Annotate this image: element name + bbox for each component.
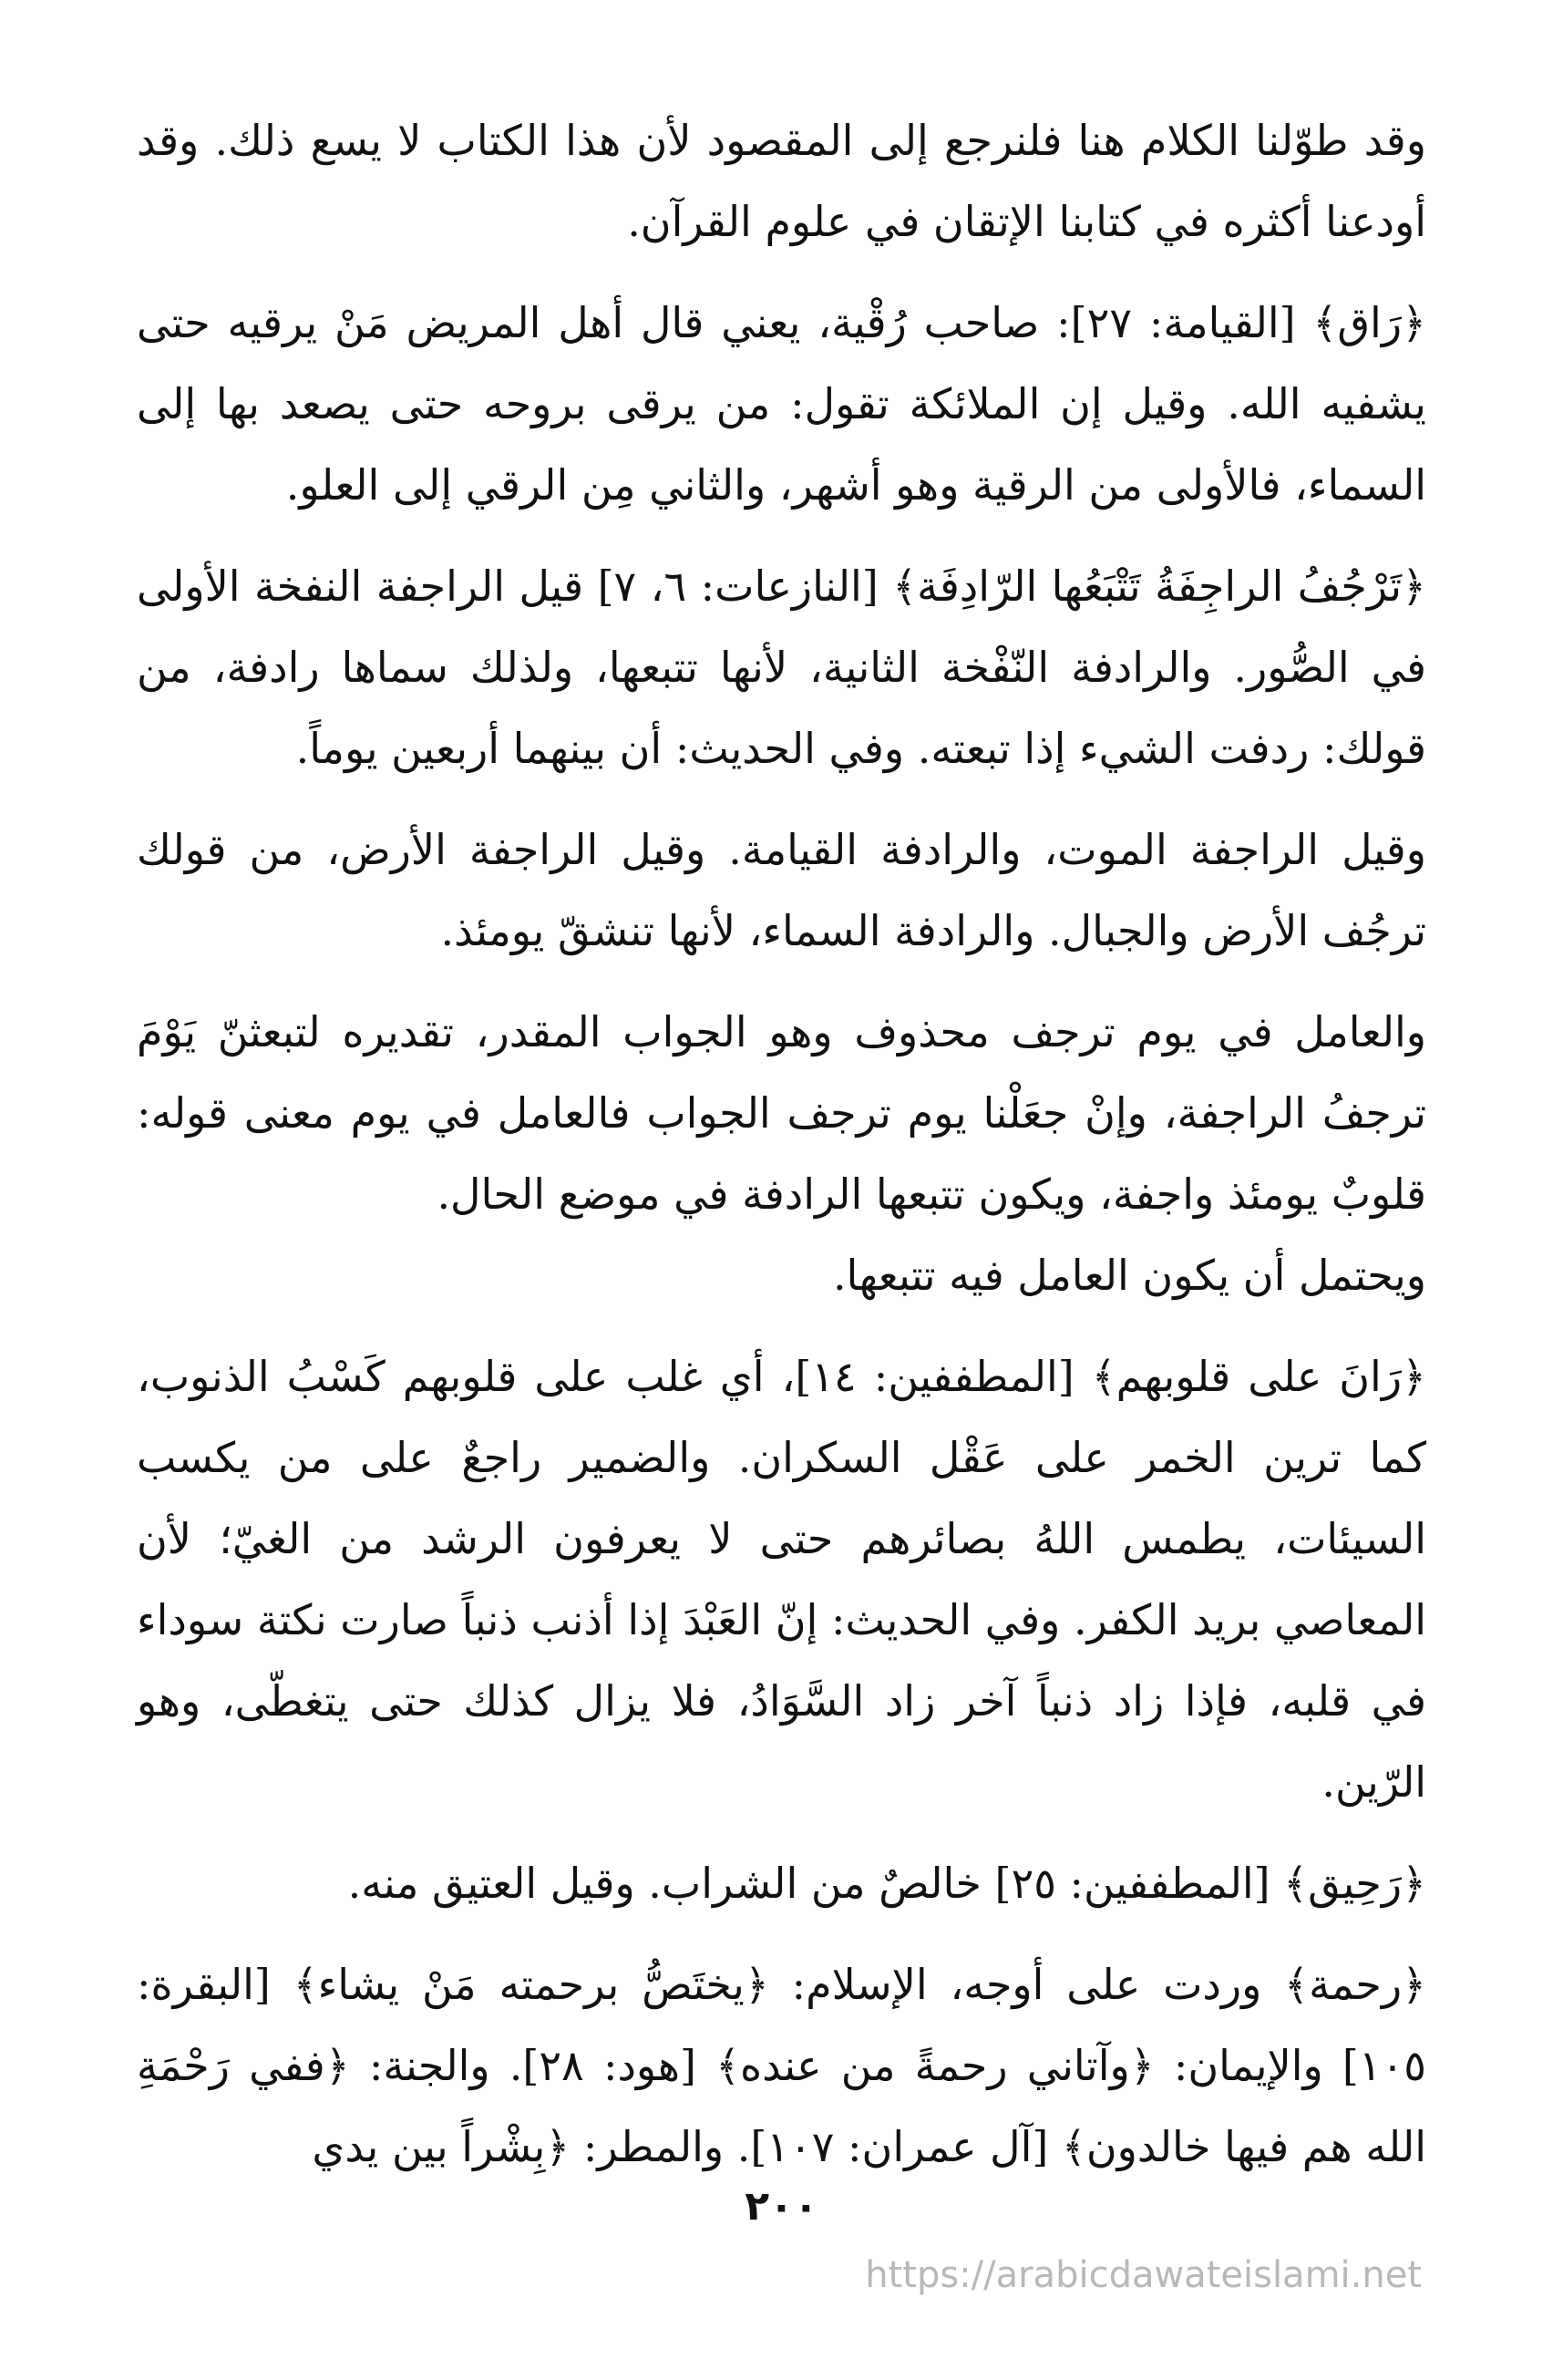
paragraph-rahiq: ﴿رَحِيق﴾ [المطففين: ٢٥] خالصٌ من الشراب. وقيل العتيق منه. (347, 1859, 1426, 1908)
paragraph-tarjufu: ﴿تَرْجُفُ الراجِفَةُ تَتْبَعُها الرّادِفَة﴾ [النازعات: ٦، ٧] قيل الراجفة النفخة الأولى في الصُّور. والرادفة النّفْخة الثانية، لأنها تتبعها، ولذلك سماها رادفة، من قولك: ردفت الشيء إذا تبعته. وفي الحديث: أن بينهما أربعين يوماً. (137, 562, 1426, 773)
paragraph-1: وقد طوّلنا الكلام هنا فلنرجع إلى المقصود لأن هذا الكتاب لا يسع ذلك. وقد أودعنا أكثره في كتابنا الإتقان في علوم القرآن. (137, 116, 1426, 246)
paragraph-rahma: ﴿رحمة﴾ وردت على أوجه، الإسلام: ﴿يختَصُّ برحمته مَنْ يشاء﴾ [البقرة: ١٠٥] والإيمان: ﴿وآتاني رحمةً من عنده﴾ [هود: ٢٨]. والجنة: ﴿ففي رَحْمَةِ الله هم فيها خالدون﴾ [آل عمران: ١٠٧]. والمطر: ﴿بِشْراً بين يدي (137, 1960, 1427, 2171)
paragraph-rajifa: وقيل الراجفة الموت، والرادفة القيامة. وقيل الراجفة الأرض، من قولك ترجُف الأرض والجبال. والرادفة السماء، لأنها تنشقّ يومئذ. (137, 825, 1426, 955)
paragraph-raq: ﴿رَاق﴾ [القيامة: ٢٧]: صاحب رُقْية، يعني قال أهل المريض مَنْ يرقيه حتى يشفيه الله. وقيل إن الملائكة تقول: من يرقى بروحه حتى يصعد بها إلى السماء، فالأولى من الرقية وهو أشهر، والثاني مِن الرقي إلى العلو. (137, 298, 1426, 510)
page-number: ٢٠٠ (745, 2183, 818, 2230)
paragraph-yahtamil: ويحتمل أن يكون العامل فيه تتبعها. (832, 1251, 1426, 1300)
paragraph-rana: ﴿رَانَ على قلوبهم﴾ [المطففين: ١٤]، أي غلب على قلوبهم كَسْبُ الذنوب، كما ترين الخمر على عَقْل السكران. والضمير راجعٌ على من يكسب السيئات، يطمس اللهُ بصائرهم حتى لا يعرفون الرشد من الغيّ؛ لأن المعاصي بريد الكفر. وفي الحديث: إنّ العَبْدَ إذا أذنب ذنباً صارت نكتة سوداء في قلبه، فإذا زاد ذنباً آخر زاد السَّوَادُ، فلا يزال كذلك حتى يتغطّى، وهو الرّين. (137, 1352, 1426, 1807)
page-body (137, 100, 1426, 2188)
watermark: https://arabicdawateislami.net (865, 2254, 1422, 2296)
paragraph-amil: والعامل في يوم ترجف محذوف وهو الجواب المقدر، تقديره لتبعثنّ يَوْمَ ترجفُ الراجفة، وإنْ جعَلْنا يوم ترجف الجواب فالعامل في يوم معنى قوله: قلوبٌ يومئذ واجفة، ويكون تتبعها الرادفة في موضع الحال. (137, 1007, 1426, 1219)
